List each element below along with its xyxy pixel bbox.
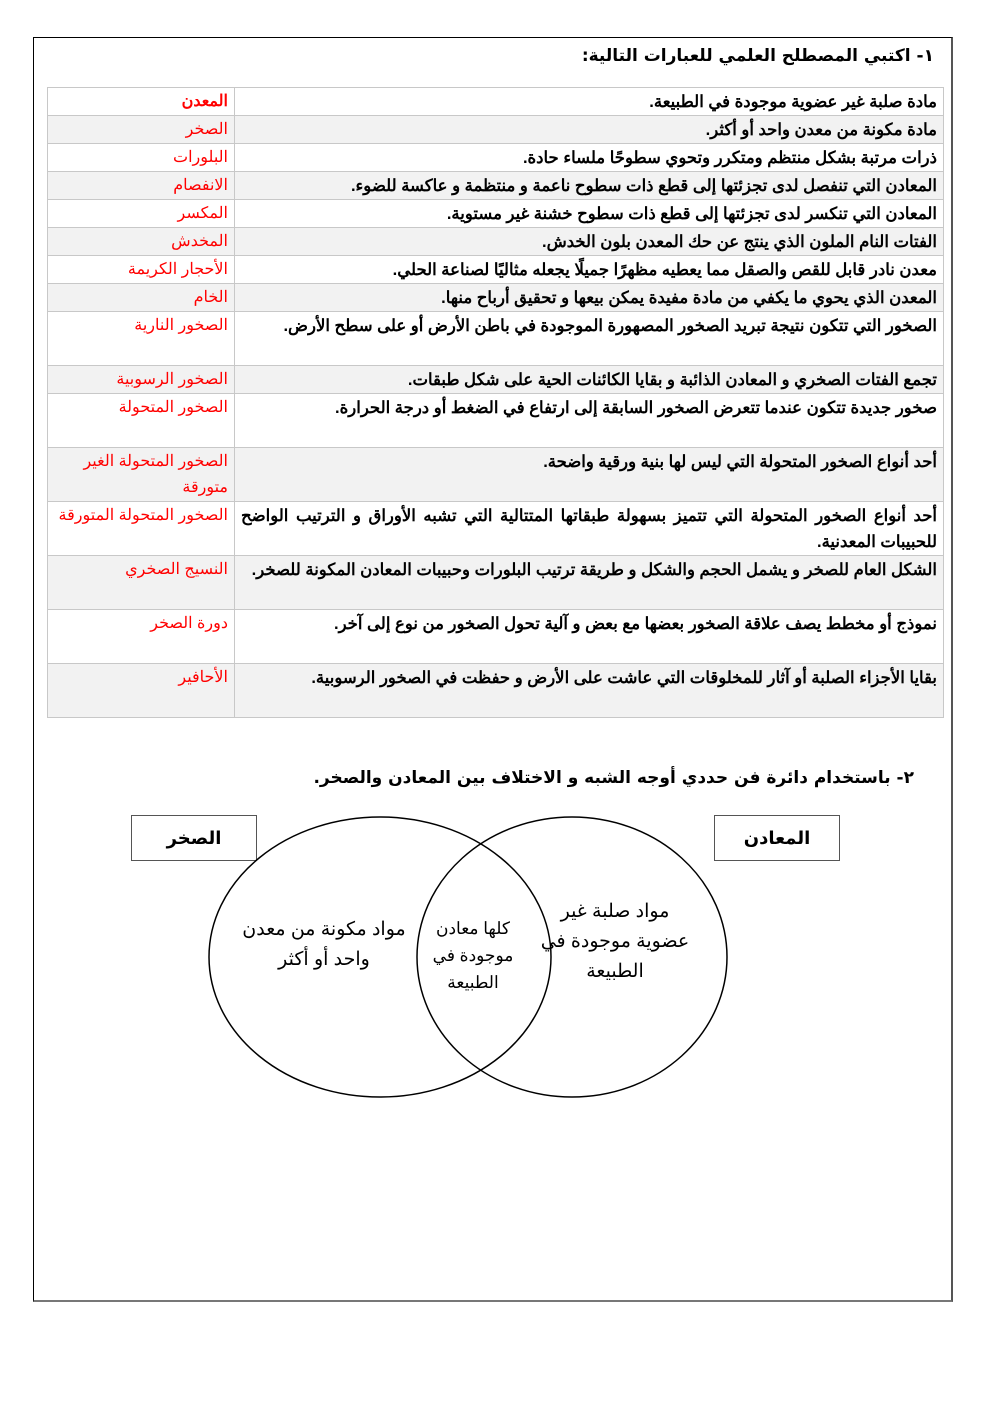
answer-cell: الخام (48, 284, 235, 312)
answer-cell: دورة الصخر (48, 610, 235, 664)
answer-cell: الصخر (48, 116, 235, 144)
answer-cell: الصخور المتحولة (48, 394, 235, 448)
definition-cell: المعادن التي تنفصل لدى تجزئتها إلى قطع ذات سطوح ناعمة و منتظمة و عاكسة للضوء. (235, 172, 944, 200)
question-2-title: ٢- باستخدام دائرة فن حددي أوجه الشبه و الاختلاف بين المعادن والصخر. (313, 768, 914, 788)
definition-cell: الشكل العام للصخر و يشمل الحجم والشكل و طريقة ترتيب البلورات وحبيبات المعادن المكونة للصخر. (235, 556, 944, 610)
question-1-title: ١- اكتبي المصطلح العلمي للعبارات التالية: (581, 46, 934, 66)
definition-cell: مادة صلبة غير عضوية موجودة في الطبيعة. (235, 88, 944, 116)
answer-cell: الانفصام (48, 172, 235, 200)
answer-cell: المكسر (48, 200, 235, 228)
definition-cell: تجمع الفتات الصخري و المعادن الذائبة و بقايا الكائنات الحية على شكل طبقات. (235, 366, 944, 394)
answer-cell: الأحافير (48, 664, 235, 718)
answer-cell: الصخور النارية (48, 312, 235, 366)
definition-cell: بقايا الأجزاء الصلبة أو آثار للمخلوقات التي عاشت على الأرض و حفظت في الصخور الرسوبية. (235, 664, 944, 718)
definition-cell: نموذج أو مخطط يصف علاقة الصخور بعضها مع بعض و آلية تحول الصخور من نوع إلى آخر. (235, 610, 944, 664)
answer-cell: الصخور المتحولة المتورقة (48, 502, 235, 556)
venn-left-text: مواد مكونة من معدن واحد أو أكثر (242, 919, 406, 970)
answer-cell: المعدن (48, 88, 235, 116)
definition-cell: معدن نادر قابل للقص والصقل مما يعطيه مظهرًا جميلًا يجعله مثاليًا لصناعة الحلي. (235, 256, 944, 284)
answer-cell: البلورات (48, 144, 235, 172)
answer-cell: النسيج الصخري (48, 556, 235, 610)
definition-cell: الفتات النام الملون الذي ينتج عن حك المعدن بلون الخدش. (235, 228, 944, 256)
definition-cell: أحد أنواع الصخور المتحولة التي ليس لها بنية ورقية واضحة. (235, 448, 944, 502)
answer-cell: الأحجار الكريمة (48, 256, 235, 284)
answer-cell: الصخور الرسوبية (48, 366, 235, 394)
venn-right-text: مواد صلبة غير عضوية موجودة في الطبيعة (540, 901, 690, 982)
venn-right-label: المعادن (743, 827, 811, 849)
definition-cell: صخور جديدة تتكون عندما تتعرض الصخور السابقة إلى ارتفاع في الضغط أو درجة الحرارة. (235, 394, 944, 448)
definition-cell: المعادن التي تنكسر لدى تجزئتها إلى قطع ذات سطوح خشنة غير مستوية. (235, 200, 944, 228)
venn-center-text: كلها معادن موجودة في الطبيعة (432, 919, 514, 992)
definition-cell: المعدن الذي يحوي ما يكفي من مادة مفيدة يمكن بيعها و تحقيق أرباح منها. (235, 284, 944, 312)
answer-cell: المخدش (48, 228, 235, 256)
definition-cell: ذرات مرتبة بشكل منتظم ومتكرر وتحوي سطوحًا ملساء حادة. (235, 144, 944, 172)
definition-cell: أحد أنواع الصخور المتحولة التي تتميز بسهولة طبقاتها المتتالية التي تشبه الأوراق و الترتيب الواضح للحبيبات المعدنية. (235, 502, 944, 556)
answer-cell: الصخور المتحولة الغير متورقة (48, 448, 235, 502)
definition-cell: الصخور التي تتكون نتيجة تبريد الصخور المصهورة الموجودة في باطن الأرض أو على سطح الأرض. (235, 312, 944, 366)
venn-left-label: الصخر (166, 827, 222, 849)
definition-cell: مادة مكونة من معدن واحد أو أكثر. (235, 116, 944, 144)
